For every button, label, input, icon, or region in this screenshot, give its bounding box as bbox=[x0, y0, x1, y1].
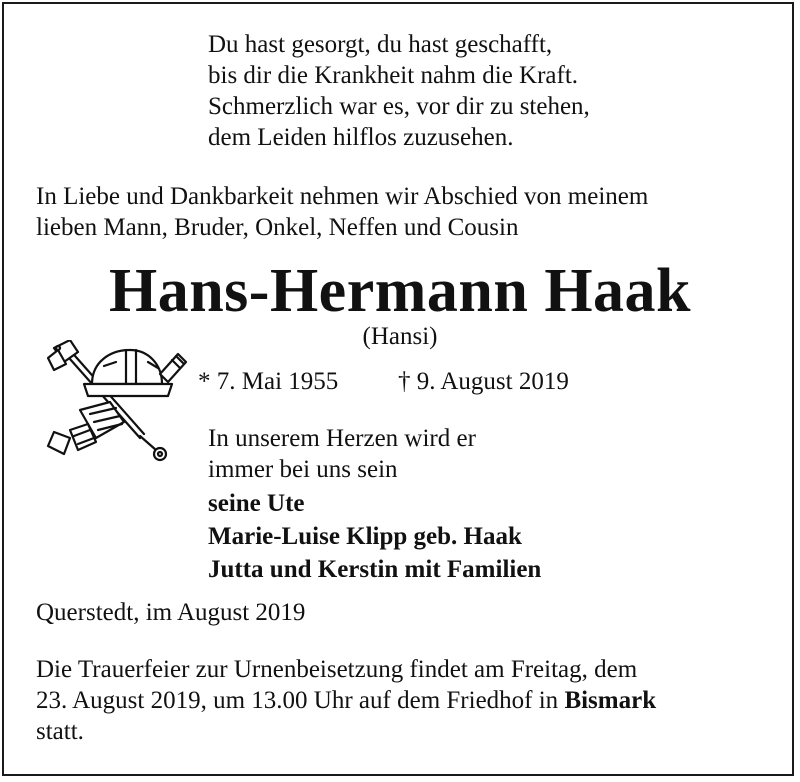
poem-line-3: Schmerzlich war es, vor dir zu stehen, bbox=[208, 93, 590, 120]
dedication-line-1: In unserem Herzen wird er bbox=[208, 425, 476, 452]
dedication-line-2: immer bei uns sein bbox=[208, 456, 398, 483]
firefighter-emblem-icon bbox=[40, 340, 190, 464]
intro-line-1: In Liebe und Dankbarkeit nehmen wir Abschied von meinem bbox=[36, 183, 649, 210]
deceased-name: Hans-Hermann Haak bbox=[108, 257, 692, 325]
poem-line-4: dem Leiden hilflos zuzusehen. bbox=[208, 124, 514, 151]
mourner-2: Marie-Luise Klipp geb. Haak bbox=[208, 523, 522, 550]
funeral-line-2 bbox=[36, 686, 766, 716]
deceased-nickname: (Hansi) bbox=[362, 323, 438, 350]
funeral-location: Bismark bbox=[564, 687, 657, 714]
place-and-date: Querstedt, im August 2019 bbox=[36, 599, 306, 626]
mourner-1: seine Ute bbox=[208, 490, 305, 517]
funeral-line-3: statt. bbox=[36, 718, 84, 745]
poem-line-2: bis dir die Krankheit nahm die Kraft. bbox=[208, 62, 579, 89]
funeral-line-2-text: 23. August 2019, um 13.00 Uhr auf dem Friedhof in bbox=[36, 687, 565, 714]
funeral-line-1: Die Trauerfeier zur Urnenbeisetzung findet am Freitag, dem bbox=[36, 656, 638, 683]
birth-date: * 7. Mai 1955 bbox=[198, 368, 339, 395]
death-date: † 9. August 2019 bbox=[398, 368, 569, 395]
intro-line-2: lieben Mann, Bruder, Onkel, Neffen und Cousin bbox=[36, 214, 519, 241]
mourner-3: Jutta und Kerstin mit Familien bbox=[208, 556, 542, 583]
poem-line-1: Du hast gesorgt, du hast geschafft, bbox=[208, 31, 553, 58]
